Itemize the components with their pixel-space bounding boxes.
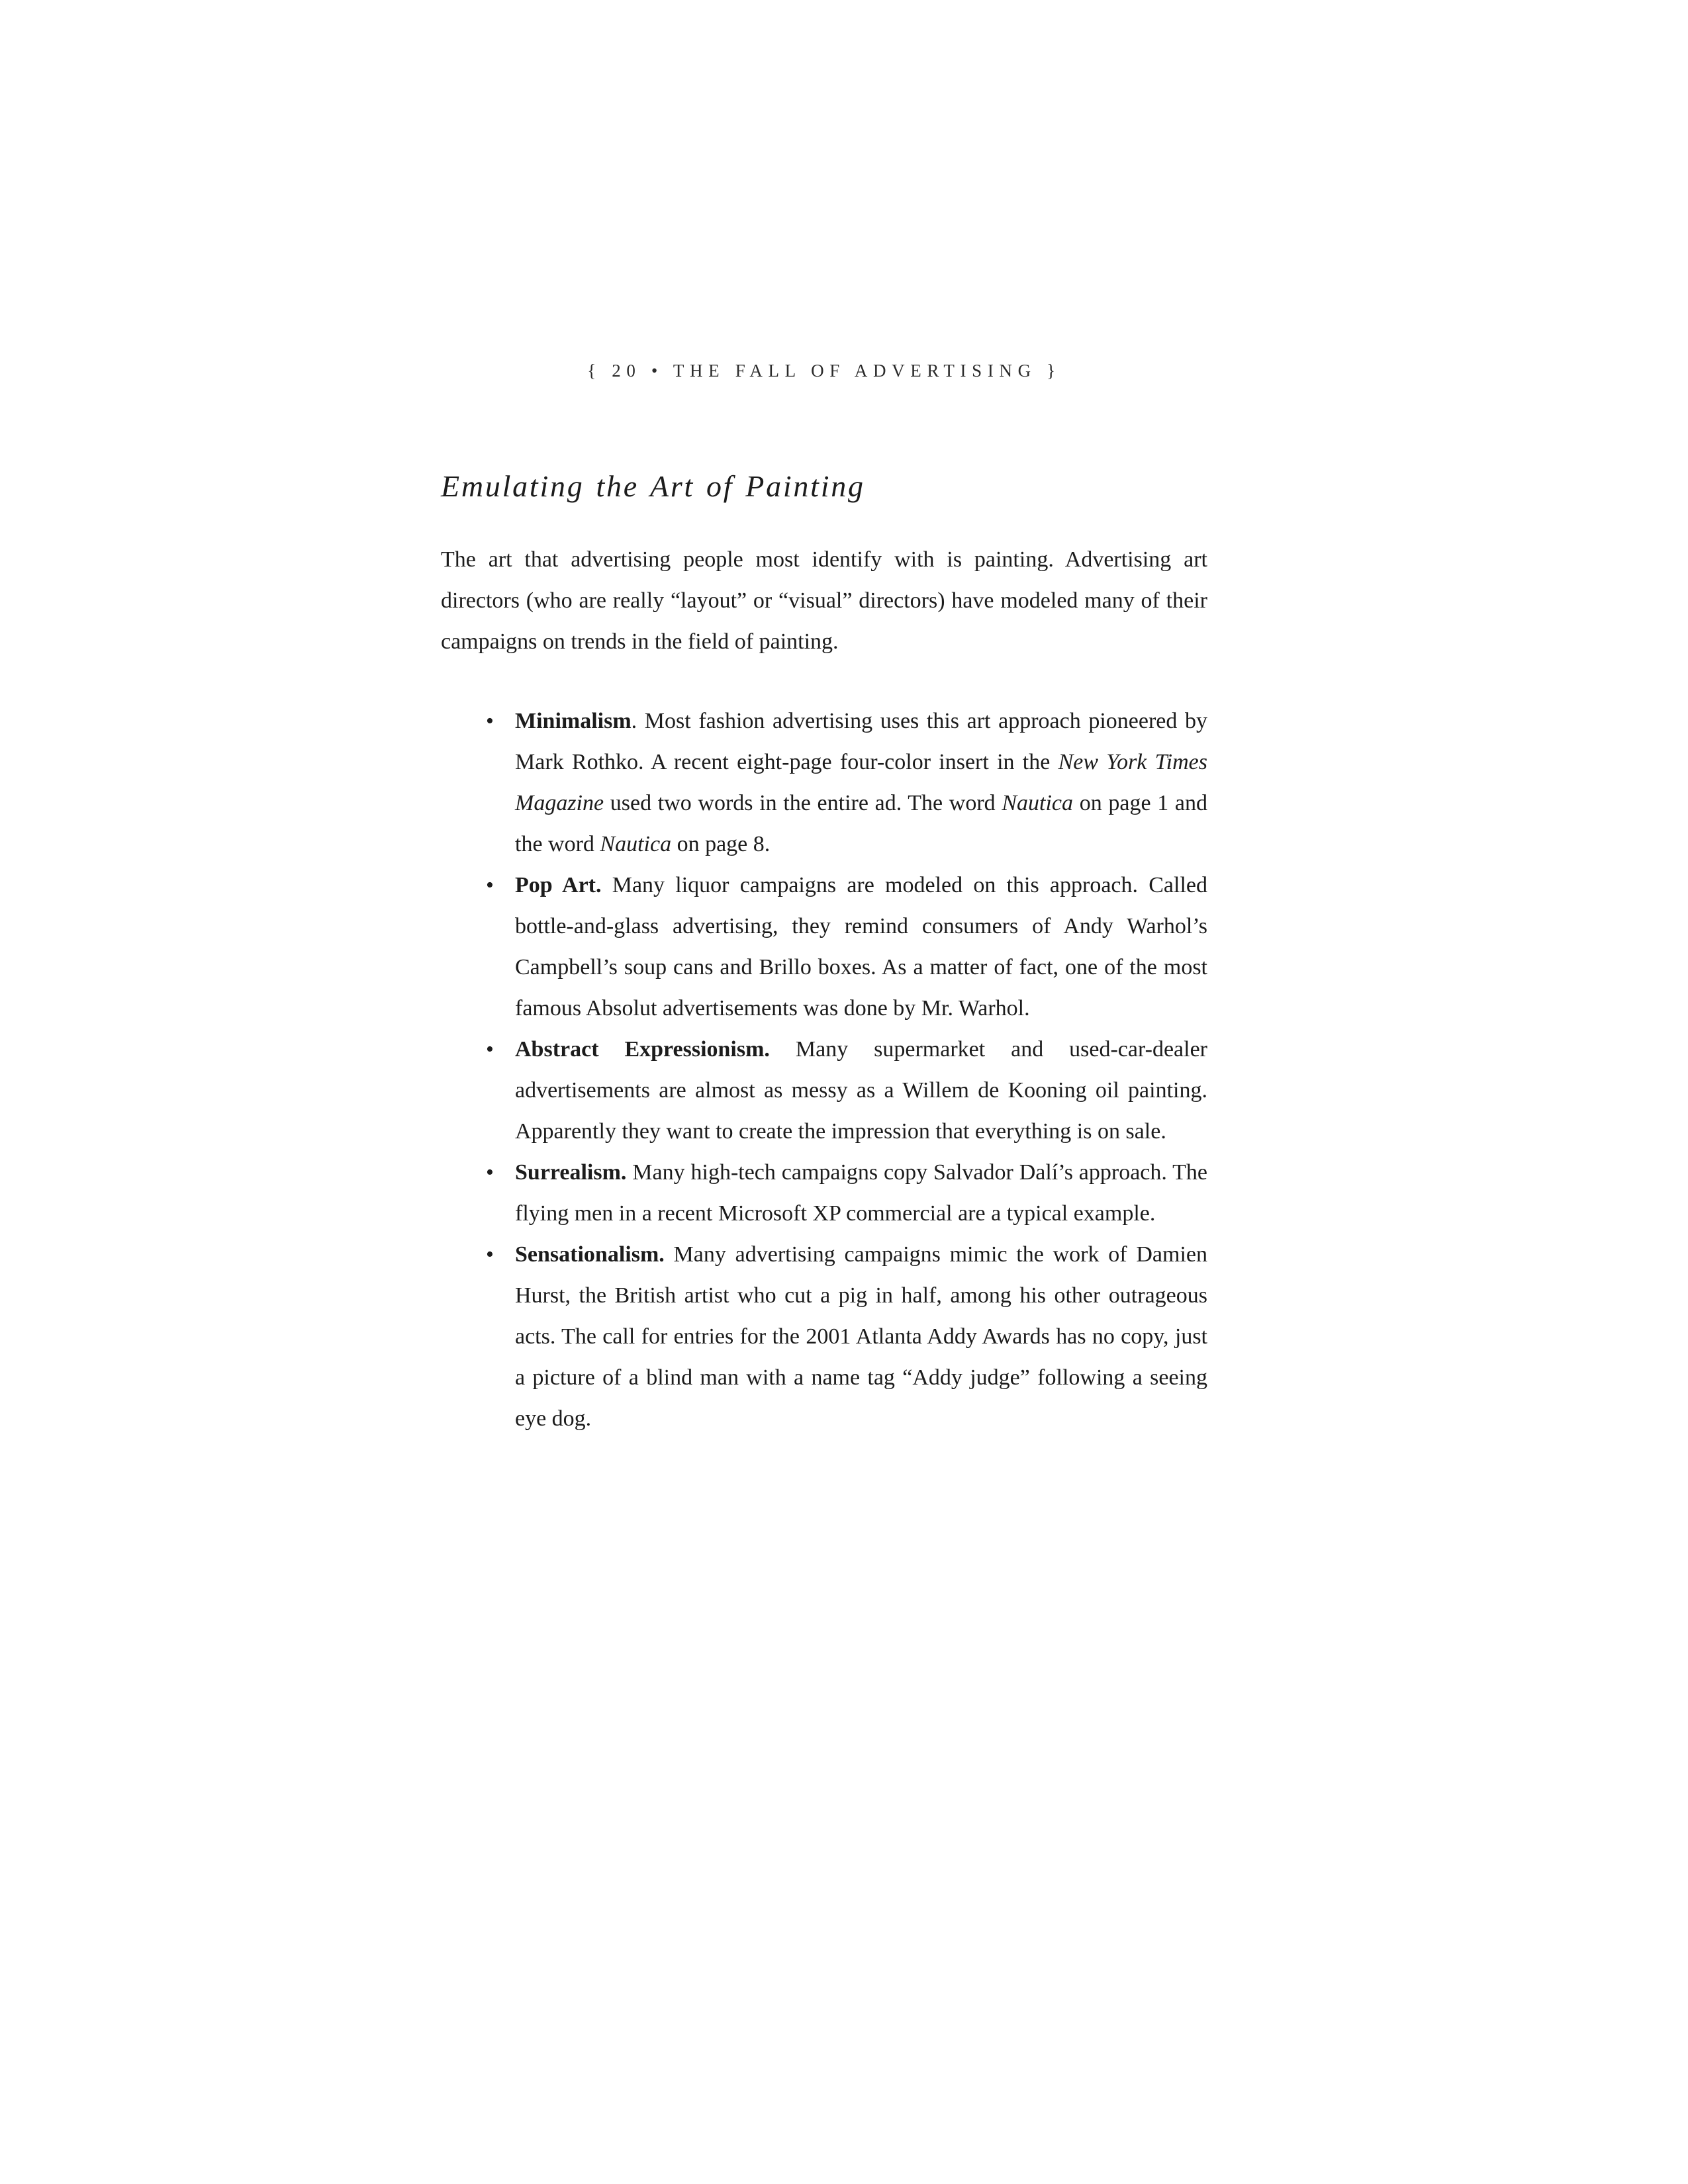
bullet-list xyxy=(441,701,1207,1439)
bullet-text: used two words in the entire ad. The word xyxy=(604,791,1002,815)
intro-paragraph: The art that advertising people most identify with is painting. Advertising art directors (who are really “layout” or “visual” directors) have modeled many of their campaigns on trends in the field of painting. xyxy=(441,547,1207,654)
section-title: Emulating the Art of Painting xyxy=(441,469,865,503)
bullet-icon: • xyxy=(486,709,494,733)
bullet-lead: Minimalism xyxy=(515,709,632,733)
bullet-text: Many advertising campaigns mimic the work of Damien Hurst, the British artist who cut a pig in half, among his other outrageous acts. The call for entries for the 2001 Atlanta Addy Awards has no copy, just a picture of a blind man with a name tag “Addy judge” following a seeing eye dog. xyxy=(515,1242,1207,1431)
bullet-lead: Sensationalism. xyxy=(515,1242,665,1267)
bullet-icon: • xyxy=(486,1242,494,1267)
bullet-text: Many supermarket and used-car-dealer advertisements are almost as messy as a Willem de Kooning oil painting. Apparently they want to create the impression that everything is on sale. xyxy=(515,1037,1207,1144)
bullet-text: Many liquor campaigns are modeled on this approach. Called bottle-and-glass advertising, they remind consumers of Andy Warhol’s Campbell’s soup cans and Brillo boxes. As a matter of fact, one of the most famous Absolut advertisements was done by Mr. Warhol. xyxy=(515,873,1207,1021)
list-item-sensationalism xyxy=(486,1234,1207,1439)
page-content xyxy=(441,361,1207,1439)
running-header-text: { 20 • THE FALL OF ADVERTISING } xyxy=(587,361,1061,381)
bullet-italic-text: New York Times Magazine xyxy=(515,750,1208,815)
bullet-italic-text: Nautica xyxy=(600,832,672,856)
running-header xyxy=(441,361,1207,381)
bullet-lead: Pop Art. xyxy=(515,873,602,897)
list-item-surrealism xyxy=(486,1152,1207,1234)
bullet-text: Many high-tech campaigns copy Salvador Dalí’s approach. The flying men in a recent Microsoft XP commercial are a typical example. xyxy=(515,1160,1207,1226)
bullet-icon: • xyxy=(486,873,494,897)
bullet-italic-text: Nautica xyxy=(1002,791,1074,815)
bullet-text: . Most fashion advertising uses this art approach pioneered by Mark Rothko. A recent eight-page four-color insert in the xyxy=(515,709,1207,774)
bullet-icon: • xyxy=(486,1037,494,1062)
bullet-text: on page 1 and the word xyxy=(515,791,1207,856)
list-item-pop-art xyxy=(486,865,1207,1029)
bullet-lead: Surrealism. xyxy=(515,1160,627,1185)
list-item-minimalism xyxy=(486,701,1208,865)
bullet-lead: Abstract Expressionism. xyxy=(515,1037,770,1062)
bullet-text: on page 8. xyxy=(671,832,771,856)
list-item-abstract-expressionism xyxy=(486,1029,1207,1152)
bullet-icon: • xyxy=(486,1160,494,1185)
